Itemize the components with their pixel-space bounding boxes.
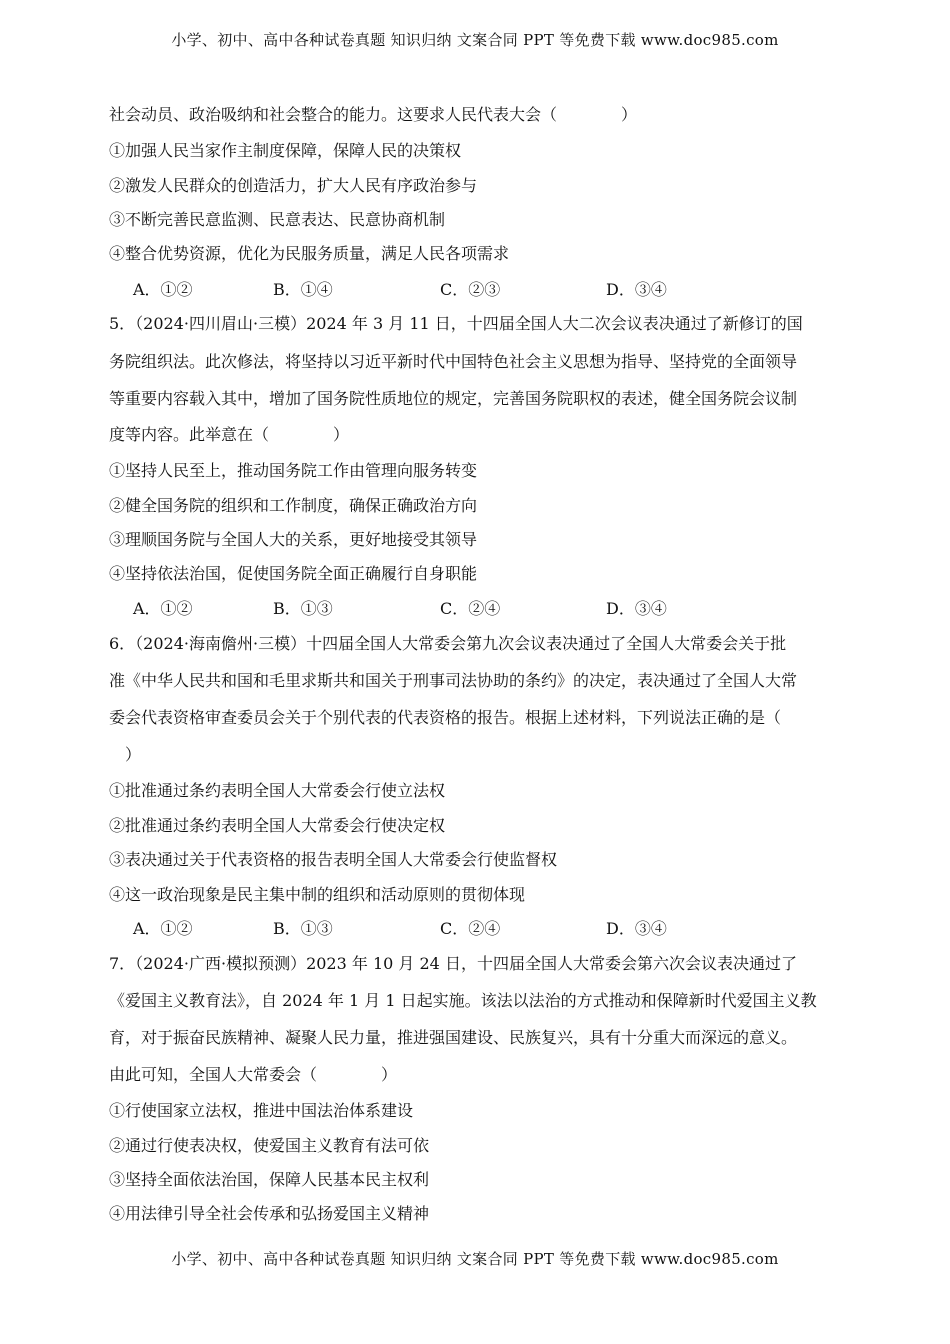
- choice-b: B．①③: [273, 599, 333, 618]
- choice-a: A．①②: [133, 280, 193, 299]
- option-statement: ④整合优势资源，优化为民服务质量，满足人民各项需求: [109, 244, 510, 263]
- question-stem-line: 《爱国主义教育法》，自 2024 年 1 月 1 日起实施。该法以法治的方式推动和保障新时代爱国主义教: [109, 991, 817, 1010]
- question-stem-line: 等重要内容载入其中，增加了国务院性质地位的规定，完善国务院职权的表述，健全国务院会议制: [109, 389, 798, 408]
- question-stem-line: ）: [109, 745, 142, 764]
- footer-banner: 小学、初中、高中各种试卷真题 知识归纳 文案合同 PPT 等免费下载 www.doc985.com: [171, 1250, 779, 1268]
- question-stem-line: 准《中华人民共和国和毛里求斯共和国关于刑事司法协助的条约》的决定，表决通过了全国人大常: [109, 671, 798, 690]
- question-stem-line: 务院组织法。此次修法，将坚持以习近平新时代中国特色社会主义思想为指导、坚持党的全面领导: [109, 352, 798, 371]
- choice-c: C．②③: [440, 280, 501, 299]
- choice-a: A．①②: [133, 919, 193, 938]
- question-stem-line: 5．（2024·四川眉山·三模）2024 年 3 月 11 日，十四届全国人大二次会议表决通过了新修订的国: [109, 314, 803, 333]
- question-stem-line: 7．（2024·广西·模拟预测）2023 年 10 月 24 日，十四届全国人大常委会第六次会议表决通过了: [109, 954, 797, 973]
- answer-choices: [133, 919, 753, 939]
- question-stem-line: 育，对于振奋民族精神、凝聚人民力量，推进强国建设、民族复兴，具有十分重大而深远的意义。: [109, 1028, 798, 1047]
- option-statement: ①坚持人民至上，推动国务院工作由管理向服务转变: [109, 461, 478, 480]
- choice-d: D．③④: [606, 280, 667, 299]
- option-statement: ③表决通过关于代表资格的报告表明全国人大常委会行使监督权: [109, 850, 558, 869]
- option-statement: ④坚持依法治国，促使国务院全面正确履行自身职能: [109, 564, 478, 583]
- answer-choices: [133, 599, 753, 619]
- option-statement: ①批准通过条约表明全国人大常委会行使立法权: [109, 781, 446, 800]
- choice-c: C．②④: [440, 599, 501, 618]
- option-statement: ②批准通过条约表明全国人大常委会行使决定权: [109, 816, 446, 835]
- answer-choices: [133, 280, 753, 300]
- option-statement: ①行使国家立法权，推进中国法治体系建设: [109, 1101, 414, 1120]
- header-banner: 小学、初中、高中各种试卷真题 知识归纳 文案合同 PPT 等免费下载 www.doc985.com: [171, 31, 779, 49]
- option-statement: ②通过行使表决权，使爱国主义教育有法可依: [109, 1136, 430, 1155]
- option-statement: ②激发人民群众的创造活力，扩大人民有序政治参与: [109, 176, 478, 195]
- choice-d: D．③④: [606, 919, 667, 938]
- option-statement: ①加强人民当家作主制度保障，保障人民的决策权: [109, 141, 462, 160]
- option-statement: ③不断完善民意监测、民意表达、民意协商机制: [109, 210, 446, 229]
- choice-b: B．①④: [273, 280, 333, 299]
- question-stem-line: 由此可知，全国人大常委会（ ）: [109, 1065, 398, 1084]
- choice-b: B．①③: [273, 919, 333, 938]
- question-stem-line: 6．（2024·海南儋州·三模）十四届全国人大常委会第九次会议表决通过了全国人大常委会关于批: [109, 634, 787, 653]
- choice-c: C．②④: [440, 919, 501, 938]
- question-stem-line: 社会动员、政治吸纳和社会整合的能力。这要求人民代表大会（ ）: [109, 105, 638, 124]
- option-statement: ④用法律引导全社会传承和弘扬爱国主义精神: [109, 1204, 430, 1223]
- choice-a: A．①②: [133, 599, 193, 618]
- option-statement: ③理顺国务院与全国人大的关系，更好地接受其领导: [109, 530, 478, 549]
- option-statement: ②健全国务院的组织和工作制度，确保正确政治方向: [109, 496, 478, 515]
- question-stem-line: 委会代表资格审查委员会关于个别代表的代表资格的报告。根据上述材料，下列说法正确的是（: [109, 708, 782, 727]
- option-statement: ④这一政治现象是民主集中制的组织和活动原则的贯彻体现: [109, 885, 526, 904]
- question-stem-line: 度等内容。此举意在（ ）: [109, 425, 350, 444]
- option-statement: ③坚持全面依法治国，保障人民基本民主权利: [109, 1170, 430, 1189]
- choice-d: D．③④: [606, 599, 667, 618]
